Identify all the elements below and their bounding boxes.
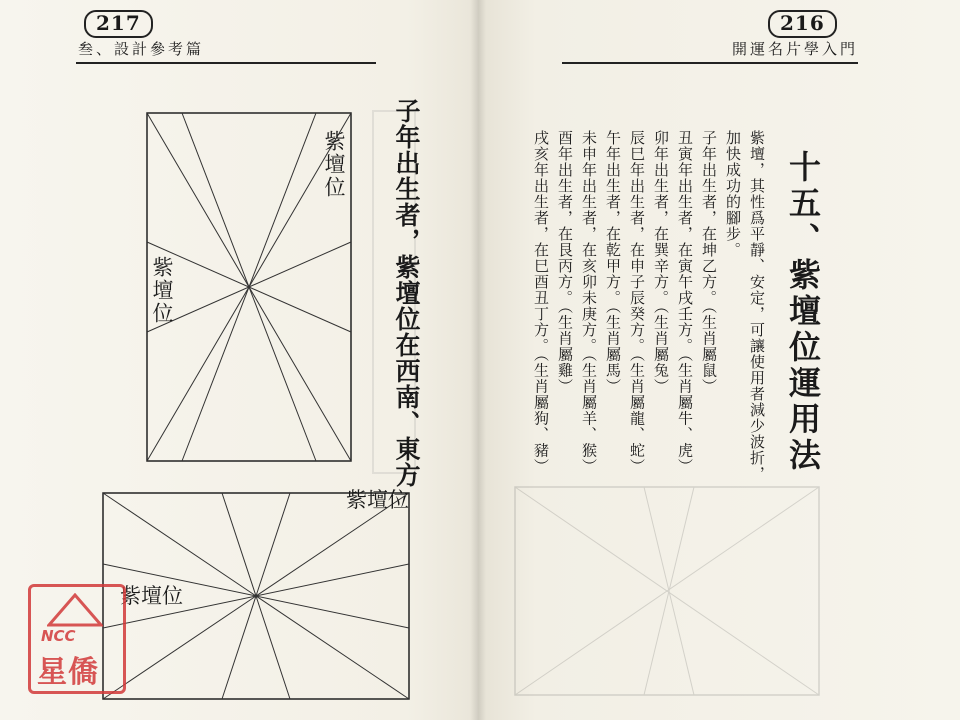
section-title: 十五、紫壇位運用法: [784, 150, 822, 474]
paragraph-line-2: 加快成功的腳步。: [724, 130, 742, 258]
paragraph-line-8: 未申年出生者，在亥卯未庚方。（生肖屬羊、猴）: [580, 130, 598, 475]
book-gutter: [470, 0, 486, 720]
diagram-label-top-1: 紫壇位: [322, 130, 346, 199]
diagram-label-bottom-1: 紫壇位: [346, 488, 409, 512]
paragraph-line-7: 午年出生者，在乾甲方。（生肖屬馬）: [604, 130, 622, 395]
right-page: [478, 0, 960, 720]
paragraph-line-5: 卯年出生者，在巽辛方。（生肖屬兔）: [652, 130, 670, 395]
paragraph-line-4: 丑寅年出生者，在寅午戌壬方。（生肖屬牛、虎）: [676, 130, 694, 475]
diagram-label-bottom-2: 紫壇位: [120, 584, 183, 608]
page-number-right: 216: [768, 10, 837, 38]
paragraph-line-6: 辰巳年出生者，在申子辰癸方。（生肖屬龍、蛇）: [628, 130, 646, 475]
page-number-left: 217: [84, 10, 153, 38]
section-heading: 子年出生者，紫壇位在西南、東方: [392, 98, 421, 488]
header-rule-left: [76, 62, 376, 64]
triangle-icon: [47, 593, 103, 627]
show-through-diagram: [514, 486, 820, 696]
paragraph-line-10: 戌亥年出生者，在巳酉丑丁方。（生肖屬狗、豬）: [532, 130, 550, 475]
paragraph-line-1: 紫壇，其性爲平靜、安定，可讓使用者減少波折，: [748, 130, 766, 482]
header-rule-right: [562, 62, 858, 64]
watermark-name-text: 星僑: [37, 655, 99, 690]
running-head-left: 叁、設計參考篇: [78, 40, 205, 58]
diagram-label-top-2: 紫壇位: [150, 256, 174, 325]
paragraph-line-3: 子年出生者，在坤乙方。（生肖屬鼠）: [700, 130, 718, 395]
paragraph-line-9: 酉年出生者，在艮丙方。（生肖屬雞）: [556, 130, 574, 395]
watermark-ncc-text: NCC: [41, 627, 76, 645]
running-head-right: 開運名片學入門: [732, 40, 859, 58]
ncc-watermark-logo: [28, 584, 126, 694]
